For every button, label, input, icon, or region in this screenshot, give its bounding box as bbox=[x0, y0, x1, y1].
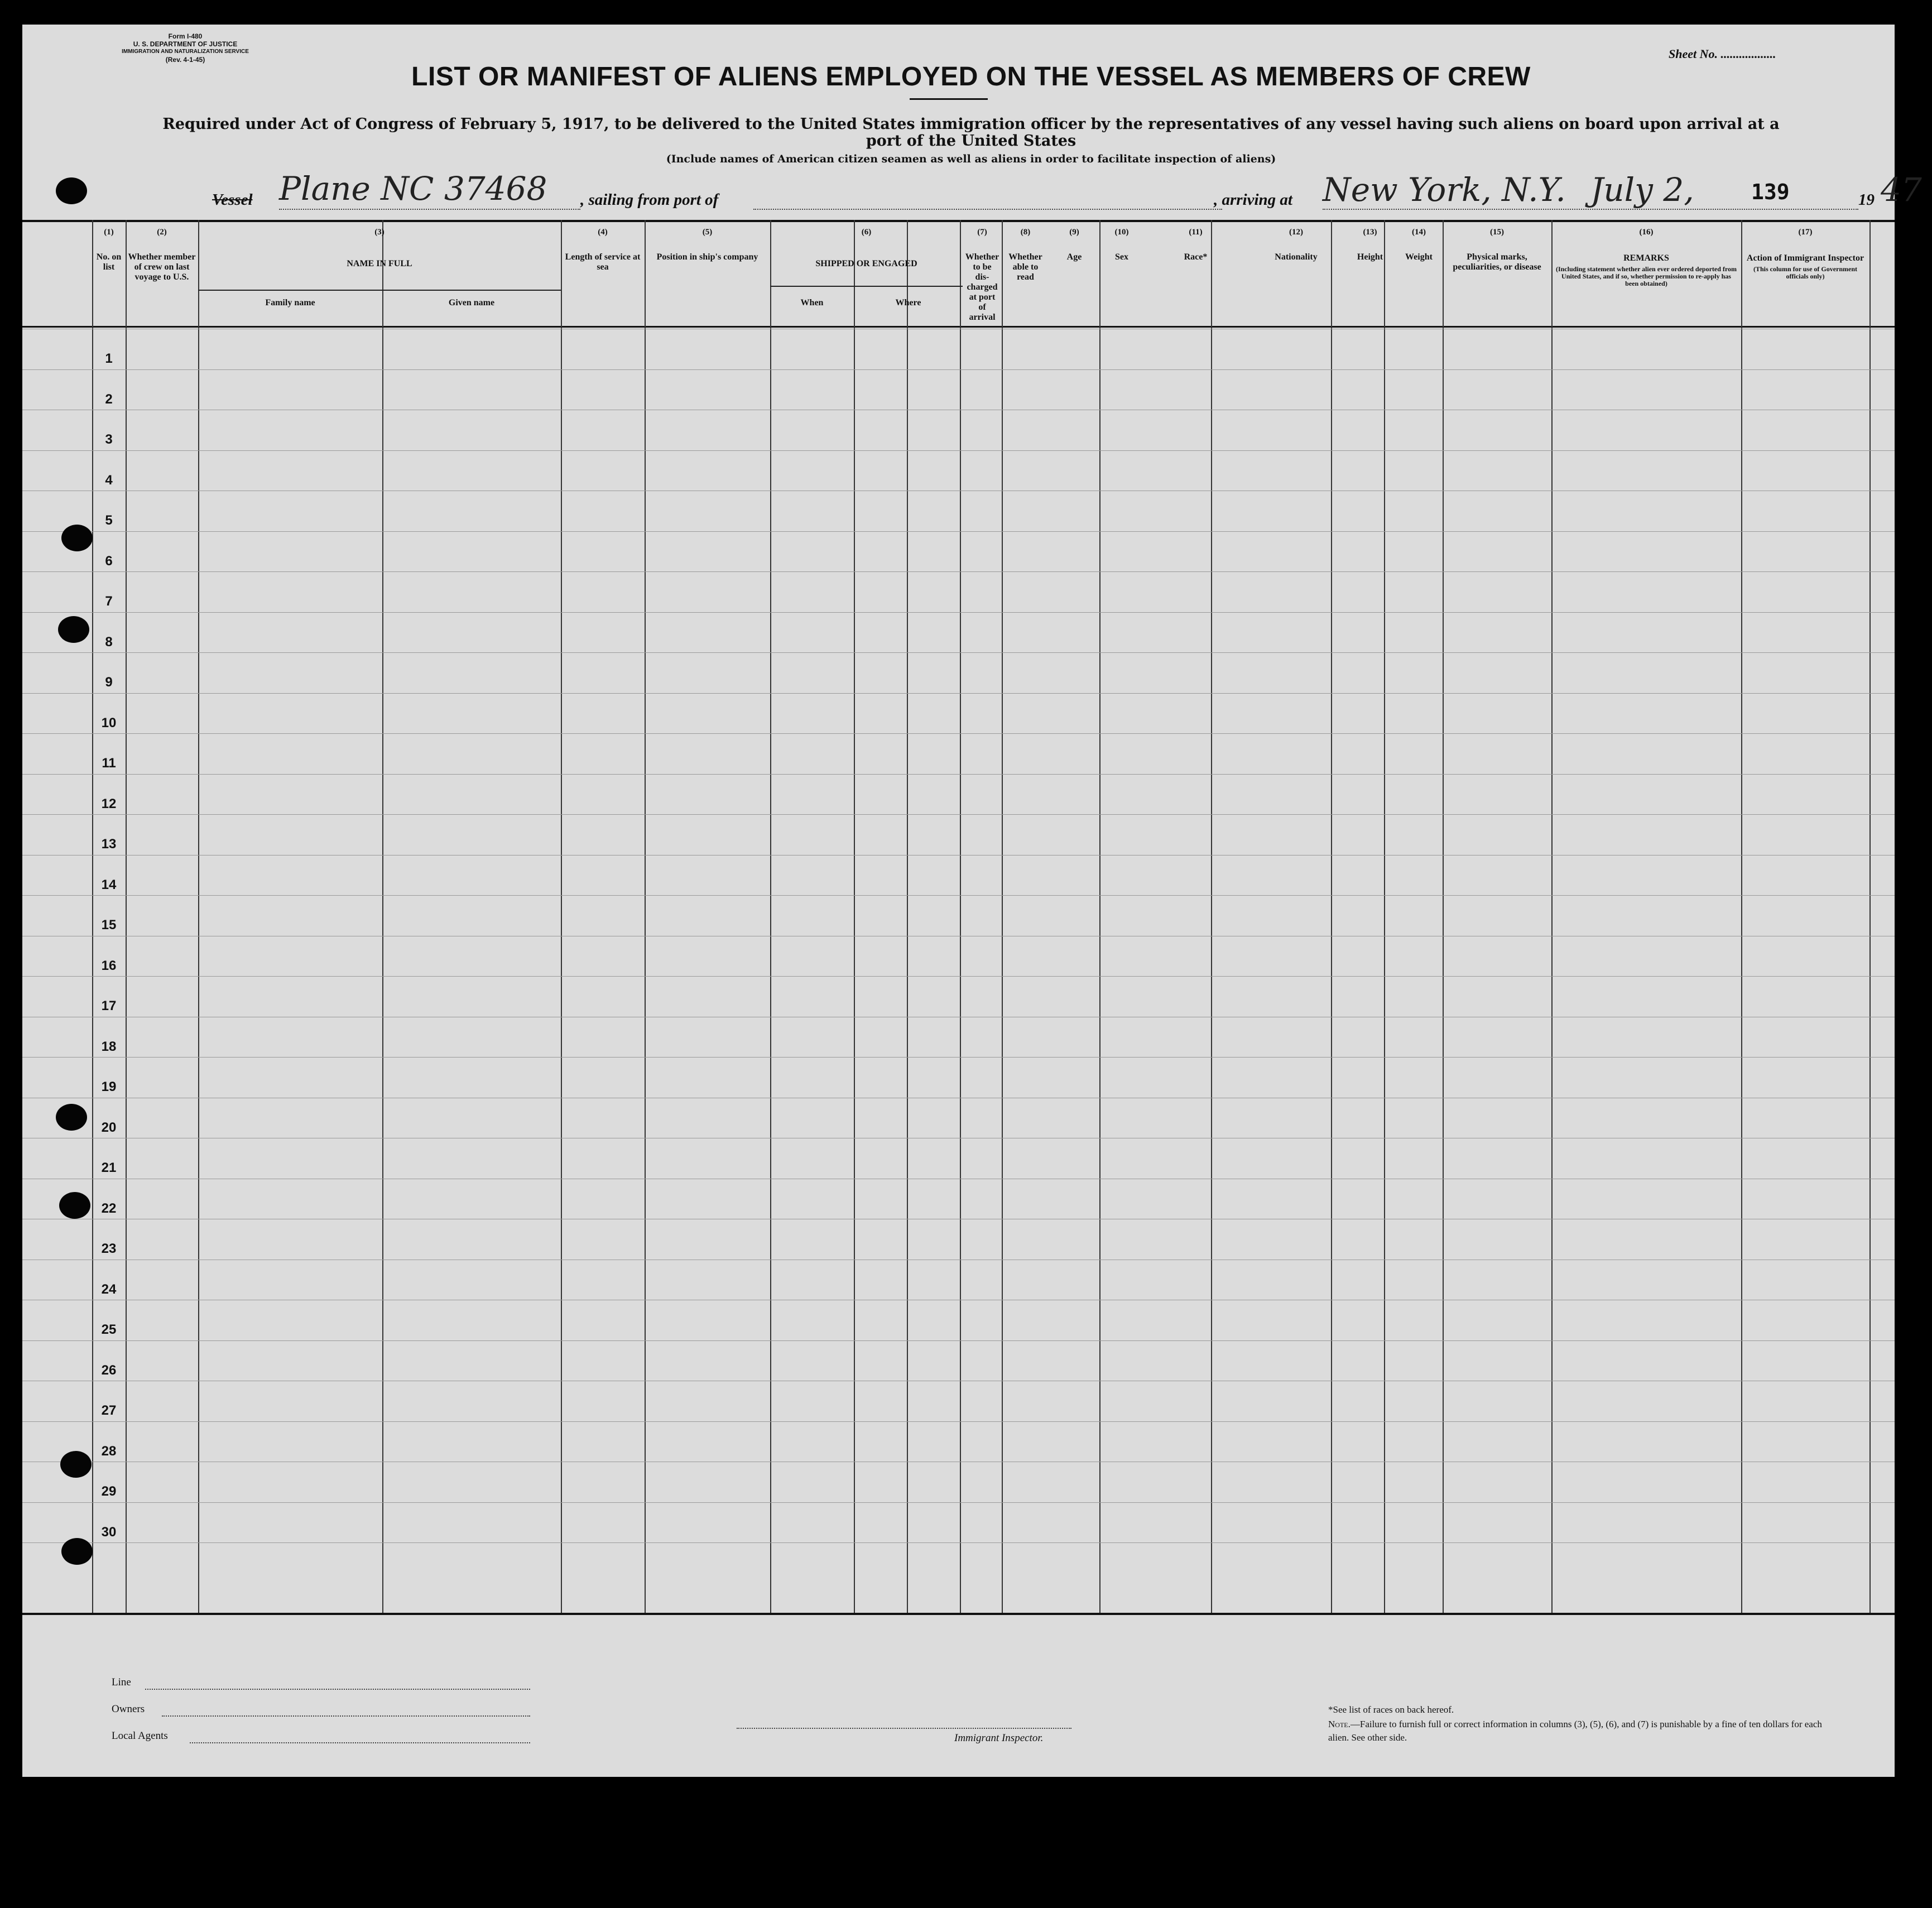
column-header-label: REMARKS bbox=[1623, 253, 1669, 263]
row-number: 5 bbox=[105, 513, 113, 528]
include-note: (Include names of American citizen seamen as well as aliens in order to facilitate inspection of aliens) bbox=[666, 153, 1276, 165]
column-subheader: When bbox=[800, 298, 824, 307]
row-rule bbox=[22, 1340, 1895, 1341]
row-number: 17 bbox=[101, 998, 117, 1013]
column-header-label: Whether to be dis-charged at port of arrival bbox=[965, 252, 999, 322]
arriving-label: , arriving at bbox=[1214, 191, 1292, 209]
column-header-label: NAME IN FULL bbox=[347, 259, 412, 268]
line-label: Line bbox=[112, 1676, 131, 1688]
column-number: (15) bbox=[1490, 228, 1504, 237]
column-subheader: Family name bbox=[265, 298, 315, 307]
inspector-signature-line[interactable] bbox=[737, 1728, 1071, 1729]
row-rule bbox=[22, 571, 1895, 572]
binder-hole bbox=[56, 1104, 87, 1131]
note-label: Note. bbox=[1328, 1719, 1351, 1729]
row-number: 20 bbox=[101, 1119, 117, 1135]
column-divider bbox=[1551, 220, 1553, 1613]
column-subheader: Where bbox=[895, 298, 921, 307]
row-number: 22 bbox=[101, 1200, 117, 1216]
row-rule bbox=[22, 1502, 1895, 1503]
column-number: (4) bbox=[598, 228, 608, 237]
penalty-note bbox=[1328, 1718, 1830, 1744]
footer-owners bbox=[112, 1703, 145, 1715]
row-number: 26 bbox=[101, 1362, 117, 1378]
sailing-label: , sailing from port of bbox=[580, 191, 719, 209]
column-header-note: (This column for use of Government officials only) bbox=[1753, 265, 1858, 280]
row-rule bbox=[22, 531, 1895, 532]
column-number: (12) bbox=[1289, 228, 1303, 237]
column-number: (10) bbox=[1114, 228, 1129, 237]
column-header-label: SHIPPED OR ENGAGED bbox=[815, 259, 917, 268]
column-divider bbox=[382, 220, 383, 1613]
races-note: *See list of races on back hereof. bbox=[1328, 1704, 1454, 1715]
column-divider bbox=[1384, 220, 1385, 1613]
row-number: 8 bbox=[105, 634, 113, 650]
column-divider bbox=[1869, 220, 1871, 1613]
column-divider bbox=[561, 220, 562, 1613]
row-rule bbox=[22, 1542, 1895, 1543]
binder-hole bbox=[60, 1451, 92, 1478]
binder-hole bbox=[61, 525, 93, 551]
column-header-label: Weight bbox=[1405, 252, 1433, 262]
table-top-border bbox=[22, 220, 1895, 222]
column-number: (14) bbox=[1412, 228, 1426, 237]
binder-hole bbox=[56, 177, 87, 204]
footer-agents bbox=[112, 1730, 168, 1742]
row-number: 15 bbox=[101, 917, 117, 933]
column-number: (16) bbox=[1639, 228, 1654, 237]
column-subheader: Given name bbox=[448, 298, 495, 307]
column-number: (5) bbox=[702, 228, 713, 237]
row-rule bbox=[22, 976, 1895, 977]
column-header-label: Age bbox=[1066, 252, 1082, 262]
agents-label: Local Agents bbox=[112, 1730, 168, 1742]
column-number: (2) bbox=[157, 228, 167, 237]
vessel-label: Vessel bbox=[212, 191, 253, 209]
row-rule bbox=[22, 774, 1895, 775]
column-number: (1) bbox=[104, 228, 114, 237]
arriving-dotline bbox=[1323, 209, 1858, 210]
column-header-label: Action of Immigrant Inspector bbox=[1746, 253, 1864, 263]
column-number: (8) bbox=[1020, 228, 1031, 237]
binder-hole bbox=[58, 616, 89, 643]
row-number: 10 bbox=[101, 715, 117, 730]
column-divider bbox=[198, 220, 199, 1613]
column-number: (6) bbox=[861, 228, 872, 237]
row-rule bbox=[22, 814, 1895, 815]
owners-field[interactable] bbox=[162, 1715, 530, 1717]
column-header-label: Whether able to read bbox=[1008, 252, 1042, 282]
requirement-statement: Required under Act of Congress of February 5, 1917, to be delivered to the United States immigration officer by the representatives of any vessel having such aliens on board upon arrival at a port of the United States bbox=[162, 116, 1780, 150]
stamp-number: 139 bbox=[1751, 180, 1790, 204]
row-rule bbox=[22, 1421, 1895, 1422]
inspector-label: Immigrant Inspector. bbox=[954, 1732, 1044, 1744]
manifest-sheet bbox=[22, 25, 1922, 1777]
row-number: 21 bbox=[101, 1160, 117, 1175]
row-rule bbox=[22, 895, 1895, 896]
row-rule bbox=[22, 733, 1895, 734]
vessel-dotline bbox=[279, 209, 580, 210]
form-number: Form I-480 bbox=[168, 32, 203, 40]
row-number: 13 bbox=[101, 837, 117, 852]
date-value[interactable]: July 2, bbox=[1590, 171, 1694, 209]
form-department: U. S. DEPARTMENT OF JUSTICE bbox=[133, 40, 238, 48]
binder-hole bbox=[59, 1192, 90, 1219]
column-divider bbox=[1331, 220, 1332, 1613]
table-header-rule bbox=[22, 326, 1895, 328]
sheet-number-field: Sheet No. .................. bbox=[1669, 47, 1776, 61]
form-revision: (Rev. 4-1-45) bbox=[165, 56, 205, 64]
row-number: 6 bbox=[105, 553, 113, 569]
voyage-line bbox=[212, 170, 1922, 213]
row-number: 4 bbox=[105, 472, 113, 488]
form-identifier bbox=[96, 32, 275, 64]
agents-field[interactable] bbox=[190, 1742, 530, 1743]
column-divider bbox=[907, 220, 908, 1613]
year-prefix: 19 bbox=[1858, 191, 1875, 209]
row-rule bbox=[22, 450, 1895, 451]
sailing-port-field[interactable] bbox=[753, 209, 1222, 210]
crew-table bbox=[22, 220, 1895, 1637]
row-number: 16 bbox=[101, 958, 117, 973]
row-number: 9 bbox=[105, 675, 113, 690]
column-divider bbox=[1443, 220, 1444, 1613]
row-number: 2 bbox=[105, 391, 113, 407]
column-number: (17) bbox=[1798, 228, 1813, 237]
row-rule bbox=[22, 693, 1895, 694]
row-number: 1 bbox=[105, 351, 113, 366]
row-number: 27 bbox=[101, 1403, 117, 1418]
column-number: (7) bbox=[977, 228, 987, 237]
column-divider bbox=[854, 220, 855, 1613]
column-divider bbox=[1211, 220, 1212, 1613]
binder-hole bbox=[61, 1538, 93, 1565]
footer-line bbox=[112, 1676, 131, 1689]
owners-label: Owners bbox=[112, 1703, 145, 1715]
year-value[interactable]: 47 bbox=[1881, 171, 1922, 209]
row-number: 18 bbox=[101, 1039, 117, 1054]
column-divider bbox=[126, 220, 127, 1613]
column-divider bbox=[770, 220, 771, 1613]
row-number: 23 bbox=[101, 1241, 117, 1256]
form-service: IMMIGRATION AND NATURALIZATION SERVICE bbox=[122, 49, 249, 55]
row-number: 7 bbox=[105, 594, 113, 609]
column-header-label: Race* bbox=[1184, 252, 1208, 262]
note-text: —Failure to furnish full or correct information in columns (3), (5), (6), and (7) is punishable by a fine of ten dollars for each alien. See other side. bbox=[1328, 1719, 1822, 1743]
column-divider bbox=[1741, 220, 1742, 1613]
column-header-label: No. on list bbox=[96, 252, 122, 272]
column-header-label: Physical marks, peculiarities, or disease bbox=[1453, 252, 1541, 272]
row-number: 12 bbox=[101, 796, 117, 811]
page-title: LIST OR MANIFEST OF ALIENS EMPLOYED ON THE VESSEL AS MEMBERS OF CREW bbox=[411, 62, 1531, 92]
line-field[interactable] bbox=[145, 1689, 530, 1690]
column-number: (13) bbox=[1363, 228, 1377, 237]
row-rule bbox=[22, 652, 1895, 653]
row-rule bbox=[22, 1057, 1895, 1058]
column-divider bbox=[960, 220, 961, 1613]
row-number: 19 bbox=[101, 1079, 117, 1094]
row-rule bbox=[22, 855, 1895, 856]
row-number: 3 bbox=[105, 432, 113, 447]
title-underline bbox=[910, 98, 988, 100]
row-number: 29 bbox=[101, 1484, 117, 1499]
column-divider bbox=[1002, 220, 1003, 1613]
row-number: 14 bbox=[101, 877, 117, 892]
column-header-label: Nationality bbox=[1275, 252, 1318, 262]
row-number: 28 bbox=[101, 1443, 117, 1459]
column-divider bbox=[1099, 220, 1100, 1613]
arriving-value[interactable]: New York, N.Y. bbox=[1323, 171, 1566, 209]
column-number: (3) bbox=[374, 228, 385, 237]
row-number: 11 bbox=[102, 756, 116, 771]
row-rule bbox=[22, 369, 1895, 370]
shipped-subheader-rule bbox=[770, 286, 963, 287]
column-number: (9) bbox=[1069, 228, 1079, 237]
row-number: 25 bbox=[101, 1322, 117, 1337]
row-number: 30 bbox=[101, 1524, 117, 1540]
column-header-note: (Including statement whether alien ever ordered deported from United States, and if so, whether permission to re-apply has been obtained) bbox=[1555, 265, 1737, 287]
column-header-label: Sex bbox=[1115, 252, 1128, 262]
row-number: 24 bbox=[101, 1281, 117, 1297]
column-header-label: Position in ship's company bbox=[656, 252, 758, 262]
column-header-label: Height bbox=[1357, 252, 1383, 262]
name-subheader-rule bbox=[198, 290, 561, 291]
column-divider bbox=[645, 220, 646, 1613]
column-header-label: Whether member of crew on last voyage to U.S. bbox=[128, 252, 196, 282]
vessel-value[interactable]: Plane NC 37468 bbox=[279, 170, 547, 208]
table-bottom-border bbox=[22, 1613, 1895, 1615]
row-rule bbox=[22, 612, 1895, 613]
column-number: (11) bbox=[1189, 228, 1203, 237]
column-header-label: Length of service at sea bbox=[565, 252, 641, 272]
